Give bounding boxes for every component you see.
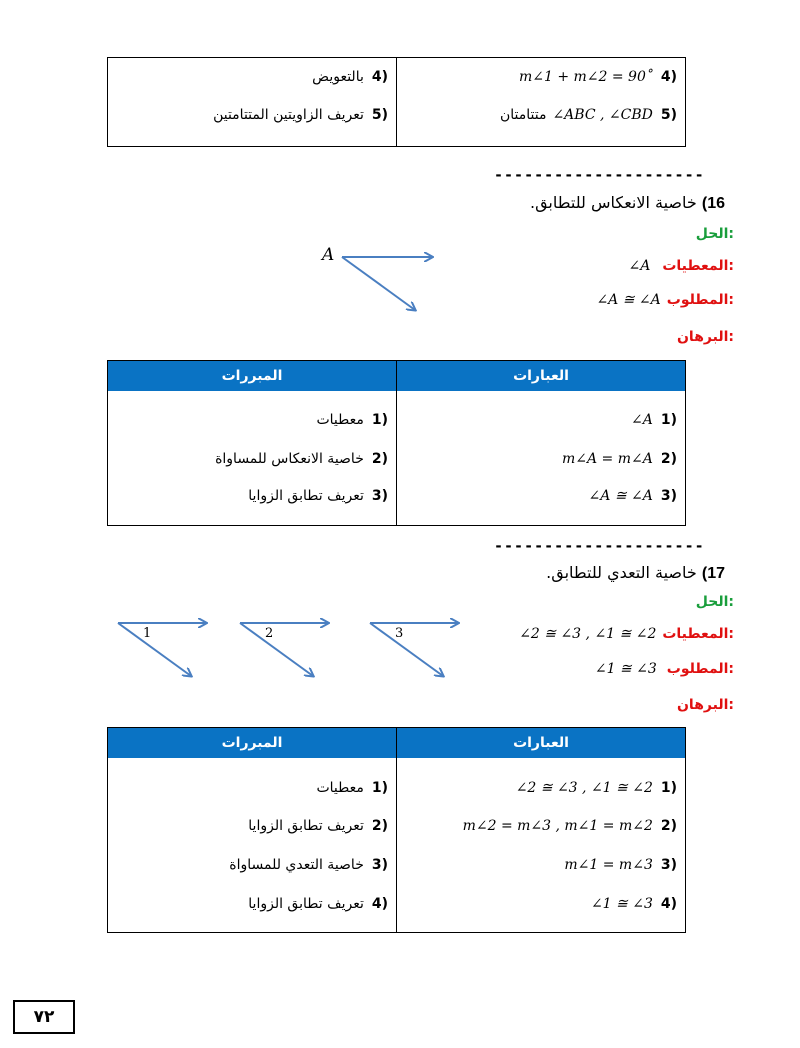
q17-solution-label: الحل:: [695, 594, 734, 610]
q17-statement-row-3: m∠1 = m∠3 3): [564, 857, 677, 873]
q16-reason-row-3: تعريف تطابق الزوايا 3): [248, 488, 388, 504]
statement-text: متتامتان: [499, 107, 547, 123]
q17-table-header: [108, 728, 685, 758]
top-proof-table: [107, 57, 686, 147]
q17-angle-2: [240, 623, 328, 676]
q17-angle-1: [118, 623, 206, 676]
q16-prove-label: المطلوب:: [666, 292, 734, 308]
q17-title: [546, 563, 725, 583]
q17-given-label: المعطيات:: [662, 626, 734, 642]
top-statements-column: [397, 58, 685, 146]
statement-number: 5): [660, 107, 677, 123]
q17-reasons-column: [108, 758, 397, 932]
top-reason-row-4: [312, 69, 388, 85]
q16-given-label: المعطيات:: [662, 258, 734, 274]
q17-header-statements: العبارات: [513, 735, 569, 751]
q17-statement-row-1: ∠2 ≅ ∠3 , ∠1 ≅ ∠2 1): [515, 780, 677, 796]
q16-statement-row-1: ∠A 1): [631, 412, 677, 428]
section-separator: ---------------------: [494, 537, 705, 555]
q17-angle-2-label: 2: [265, 626, 274, 641]
q17-prove-value: ∠1 ≅ ∠3: [594, 661, 657, 677]
q16-given: [629, 258, 734, 274]
q17-statement-row-2: m∠2 = m∠3 , m∠1 = m∠2 2): [462, 818, 677, 834]
q16-figure-label: A: [322, 245, 335, 265]
reason-text: تعريف الزاويتين المتتامتين: [213, 107, 364, 123]
q16-proof-label: البرهان:: [676, 329, 734, 345]
q17-angle-1-label: 1: [143, 626, 152, 641]
q16-statement-row-2: m∠A = m∠A 2): [561, 451, 677, 467]
q16-ray-diagonal: [342, 257, 415, 310]
q16-header-reasons: المبررات: [108, 361, 397, 391]
top-reasons-column: [108, 58, 397, 146]
top-statement-row-5: [500, 107, 677, 123]
page-number: ٧٢: [13, 1000, 75, 1034]
q17-reason-row-1: معطيات 1): [316, 780, 388, 796]
q17-angles-figure: [112, 610, 472, 685]
q16-statements-column: [397, 391, 685, 525]
q16-title-text: خاصية الانعكاس للتطابق.: [529, 193, 697, 212]
q17-given: [519, 626, 734, 642]
q16-title: [530, 193, 725, 213]
q16-angle-figure: [318, 238, 448, 318]
q16-reason-row-2: خاصية الانعكاس للمساواة 2): [215, 451, 388, 467]
statement-math: m∠1 + m∠2 = 90˚: [518, 69, 653, 85]
q16-table-header: [108, 361, 685, 391]
q17-prove: [595, 661, 734, 677]
q16-given-value: ∠A: [628, 258, 651, 274]
reason-text: بالتعويض: [312, 69, 364, 85]
q16-prove: [596, 292, 734, 308]
statement-math: ∠ABC , ∠CBD: [552, 107, 653, 123]
q17-reason-row-4: تعريف تطابق الزوايا 4): [248, 896, 388, 912]
q17-reason-row-2: تعريف تطابق الزوايا 2): [248, 818, 388, 834]
q16-prove-value: ∠A ≅ ∠A: [596, 292, 661, 308]
q17-statement-row-4: ∠1 ≅ ∠3 4): [590, 896, 677, 912]
top-reason-row-5: [213, 107, 388, 123]
reason-number: 4): [371, 69, 388, 85]
q17-prove-label: المطلوب:: [666, 661, 734, 677]
top-statement-row-4: [519, 69, 677, 85]
q17-statements-column: [397, 758, 685, 932]
statement-number: 4): [660, 69, 677, 85]
q17-angle-3: [370, 623, 458, 676]
q17-reason-row-3: خاصية التعدي للمساواة 3): [229, 857, 388, 873]
reason-number: 5): [371, 107, 388, 123]
q16-solution-label: الحل:: [695, 226, 734, 242]
q16-proof-table: [107, 360, 686, 526]
q16-reason-row-1: معطيات 1): [316, 412, 388, 428]
q17-given-value: ∠2 ≅ ∠3 , ∠1 ≅ ∠2: [519, 626, 657, 642]
q16-statement-row-3: ∠A ≅ ∠A 3): [588, 488, 677, 504]
q17-title-text: خاصية التعدي للتطابق.: [546, 563, 697, 582]
q17-angle-3-label: 3: [395, 626, 404, 641]
q16-reasons-column: [108, 391, 397, 525]
q17-proof-table: [107, 727, 686, 933]
q17-number: 17): [701, 565, 725, 582]
section-separator: ---------------------: [494, 166, 705, 184]
q16-header-statements: العبارات: [513, 368, 569, 384]
q16-number: 16): [701, 195, 725, 212]
q17-header-reasons: المبررات: [108, 728, 397, 758]
q17-proof-label: البرهان:: [676, 697, 734, 713]
